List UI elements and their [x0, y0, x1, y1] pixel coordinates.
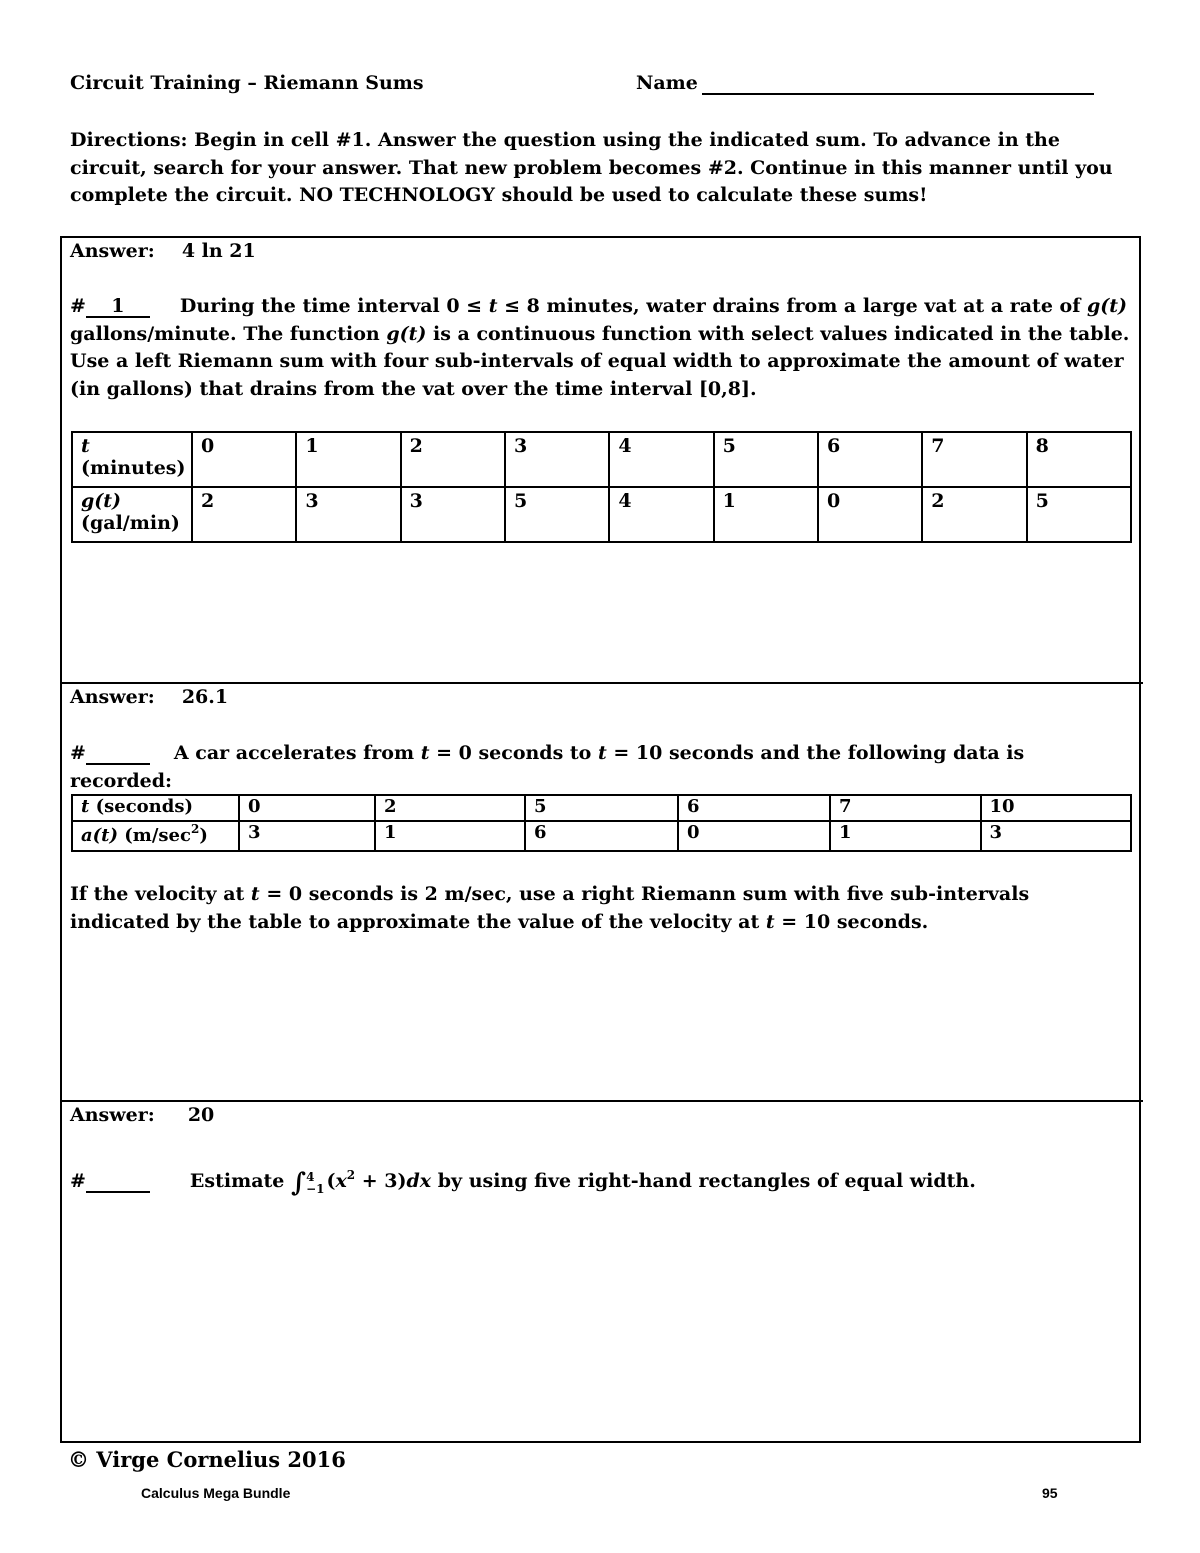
table-cell: 7: [922, 432, 1026, 487]
problem-text: gallons/minute. The function: [70, 322, 387, 345]
table-cell: 6: [818, 432, 922, 487]
answer-label: Answer:: [70, 686, 155, 708]
table-cell: 3: [239, 821, 375, 851]
cell-3-problem: [70, 1162, 1132, 1198]
unit-label: (gal/min): [81, 512, 180, 534]
table-cell: 5: [1027, 487, 1131, 542]
table-cell: 3: [296, 487, 400, 542]
table-cell: 0: [192, 432, 296, 487]
row-header: [72, 432, 192, 487]
table-cell: 2: [192, 487, 296, 542]
cell-2-problem: [70, 740, 1132, 795]
table-row: [72, 795, 1131, 821]
math-var: a(t): [81, 825, 119, 847]
superscript: 2: [346, 1168, 356, 1182]
problem-number-prefix: #: [70, 742, 86, 764]
table-cell: 0: [818, 487, 922, 542]
problem-number-prefix: #: [70, 1170, 86, 1192]
table-cell: 10: [981, 795, 1132, 821]
math-var: t: [81, 435, 90, 457]
table-row: [72, 432, 1131, 487]
problem-text: = 10 seconds.: [774, 910, 929, 933]
math-text: (: [326, 1170, 336, 1192]
problem-text: Estimate: [189, 1170, 291, 1192]
table-cell: 1: [830, 821, 981, 851]
cell-divider: [60, 1100, 1143, 1102]
table-cell: 2: [401, 432, 505, 487]
table-cell: 0: [239, 795, 375, 821]
lower-limit: −1: [306, 1182, 325, 1196]
math-var: t: [81, 796, 90, 817]
row-header: [72, 795, 239, 821]
unit-label: (m/sec: [118, 825, 191, 847]
cell-2-table: [71, 794, 1132, 852]
table-cell: 3: [981, 821, 1132, 851]
problem-number-blank[interactable]: [86, 1171, 150, 1193]
table-cell: 8: [1027, 432, 1131, 487]
unit-label: (seconds): [89, 796, 193, 817]
table-cell: 0: [678, 821, 830, 851]
cell-divider: [60, 682, 1143, 684]
table-cell: 7: [830, 795, 981, 821]
integral-sign: ∫: [291, 1168, 307, 1198]
table-cell: 3: [505, 432, 609, 487]
math-var: x: [335, 1170, 347, 1192]
table-row: [72, 821, 1131, 851]
copyright: © Virge Cornelius 2016: [68, 1447, 346, 1472]
math-text: + 3): [355, 1170, 407, 1192]
answer-value: 26.1: [181, 686, 229, 708]
problem-number: 1: [111, 295, 125, 317]
page-title: Circuit Training – Riemann Sums: [70, 72, 424, 94]
problem-text: A car accelerates from: [173, 742, 421, 764]
answer-label: Answer:: [70, 240, 155, 262]
table-cell: 5: [714, 432, 818, 487]
row-header: [72, 821, 239, 851]
answer-value: 4 ln 21: [181, 240, 256, 262]
cell-3-answer-row: [70, 1104, 214, 1126]
table-cell: 4: [609, 432, 713, 487]
page-number: 95: [1042, 1485, 1058, 1501]
problem-number-blank[interactable]: [86, 296, 150, 318]
table-cell: 2: [922, 487, 1026, 542]
cell-1-answer-row: [70, 240, 256, 262]
math-var: g(t): [386, 322, 427, 345]
problem-text: ≤ 8 minutes, water drains from a large vat at a rate of: [497, 295, 1087, 317]
problem-text: = 0 seconds is 2 m/sec, use a right Riemann sum with five sub-intervals indicated by the table to approximate the value of the velocity at: [70, 883, 1030, 933]
problem-text: = 0 seconds to: [429, 742, 598, 764]
cell-2-answer-row: [70, 686, 228, 708]
table-cell: 1: [296, 432, 400, 487]
math-var: t: [597, 742, 607, 764]
cell-2-followup: [70, 881, 1132, 936]
upper-limit: 4: [306, 1170, 315, 1184]
math-var: t: [250, 883, 260, 905]
answer-label: Answer:: [70, 1104, 155, 1126]
problem-text: If the velocity at: [70, 883, 251, 905]
problem-number-blank[interactable]: [86, 743, 150, 765]
unit-label: ): [199, 825, 208, 847]
table-cell: 4: [609, 487, 713, 542]
problem-number-prefix: #: [70, 295, 86, 317]
superscript: 2: [190, 822, 200, 837]
math-var: g(t): [81, 490, 122, 512]
table-cell: 1: [714, 487, 818, 542]
table-row: [72, 487, 1131, 542]
table-cell: 2: [375, 795, 525, 821]
table-cell: 1: [375, 821, 525, 851]
math-var: t: [765, 910, 775, 933]
problem-text: is a continuous function with select values indicated in the table. Use a left Riemann sum with four sub-intervals of equal width to approximate the amount of water (in gallons) that drains from the vat over the time interval [0,8].: [70, 322, 1130, 400]
problem-text: = 10 seconds and the following data is recorded:: [70, 742, 1025, 792]
cell-1-table: [71, 431, 1132, 543]
table-cell: 6: [678, 795, 830, 821]
math-var: t: [420, 742, 430, 764]
table-cell: 3: [401, 487, 505, 542]
row-header: [72, 487, 192, 542]
cell-1-problem: [70, 293, 1132, 403]
answer-value: 20: [187, 1104, 215, 1126]
footer-bundle: Calculus Mega Bundle: [141, 1485, 291, 1501]
problem-text: by using five right-hand rectangles of equal width.: [431, 1170, 976, 1192]
math-var: dx: [406, 1170, 432, 1192]
name-field-line[interactable]: [702, 93, 1094, 95]
integral-limits: [306, 1171, 324, 1195]
problem-text: During the time interval 0 ≤: [179, 295, 489, 317]
name-label: Name: [636, 72, 698, 94]
table-cell: 5: [505, 487, 609, 542]
table-cell: 6: [525, 821, 678, 851]
math-var: g(t): [1087, 295, 1128, 317]
unit-label: (minutes): [81, 457, 186, 479]
math-var: t: [488, 295, 498, 317]
directions-text: Directions: Begin in cell #1. Answer the question using the indicated sum. To advance in the circuit, search for your answer. That new problem becomes #2. Continue in this manner until you complete the circuit. NO TECHNOLOGY should be used to calculate these sums!: [70, 129, 1113, 206]
table-cell: 5: [525, 795, 678, 821]
